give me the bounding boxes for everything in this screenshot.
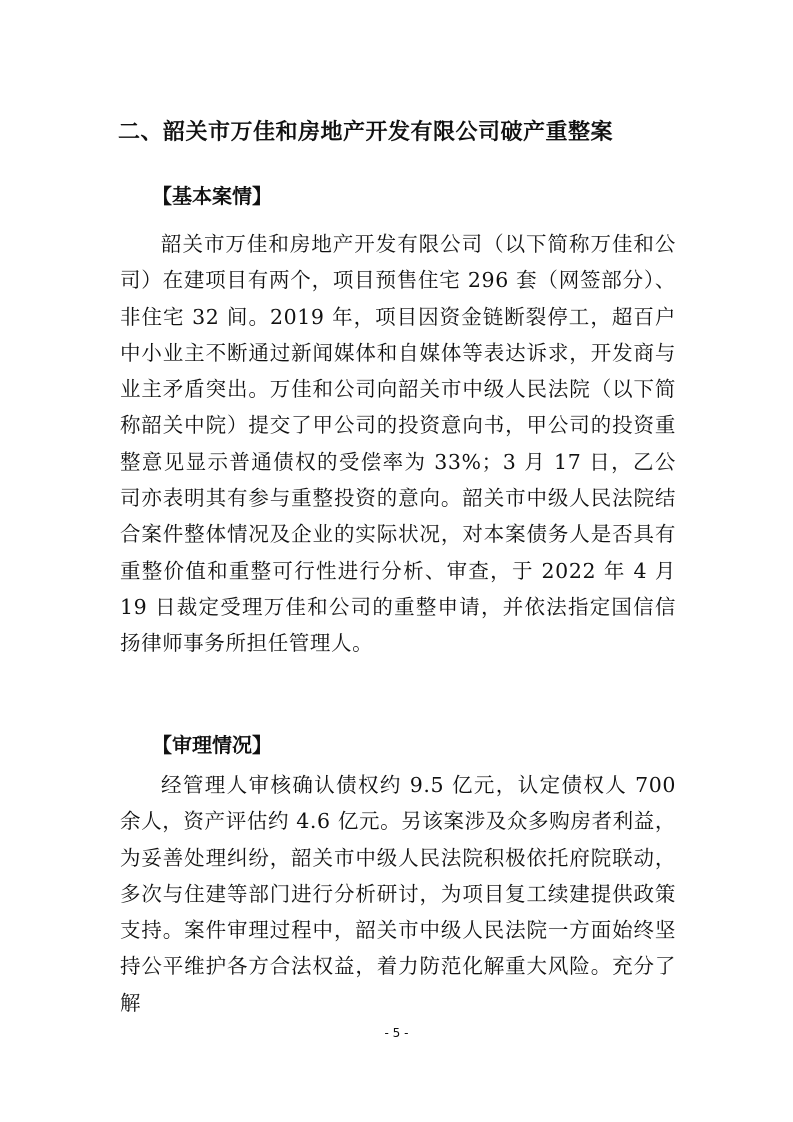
trial-status-paragraph: 经管理人审核确认债权约 9.5 亿元，认定债权人 700 余人，资产评估约 4.6 亿元。另该案涉及众多购房者利益，为妥善处理纠纷，韶关市中级人民法院积极依托府院联动，多次与住建等部门进行分析研讨，为项目复工续建提供政策支持。案件审理过程中，韶关市中级人民法院一方面始终坚持公平维护各方合法权益，着力防范化解重大风险。充分了解	[120, 773, 676, 1015]
page-number: - 5 -	[384, 1026, 409, 1040]
basic-facts-paragraph: 韶关市万佳和房地产开发有限公司（以下简称万佳和公司）在建项目有两个，项目预售住宅 296 套（网签部分）、非住宅 32 间。2019 年，项目因资金链断裂停工，超百户中小业主不断通过新闻媒体和自媒体等表达诉求，开发商与业主矛盾突出。万佳和公司向韶关市中级人民法院（以下简称韶关中院）提交了甲公司的投资意向书，甲公司的投资重整意见显示普通债权的受偿率为 33%；3 月 17 日，乙公司亦表明其有参与重整投资的意向。韶关市中级人民法院结合案件整体情况及企业的实际状况，对本案债务人是否具有重整价值和重整可行性进行分析、审查，于 2022 年 4 月 19 日裁定受理万佳和公司的重整申请，并依法指定国信信扬律师事务所担任管理人。	[120, 232, 676, 656]
case-title: 二、韶关市万佳和房地产开发有限公司破产重整案	[118, 119, 614, 145]
section-heading-basic-facts: 【基本案情】	[152, 184, 272, 208]
section-heading-trial-status: 【审理情况】	[152, 733, 272, 757]
